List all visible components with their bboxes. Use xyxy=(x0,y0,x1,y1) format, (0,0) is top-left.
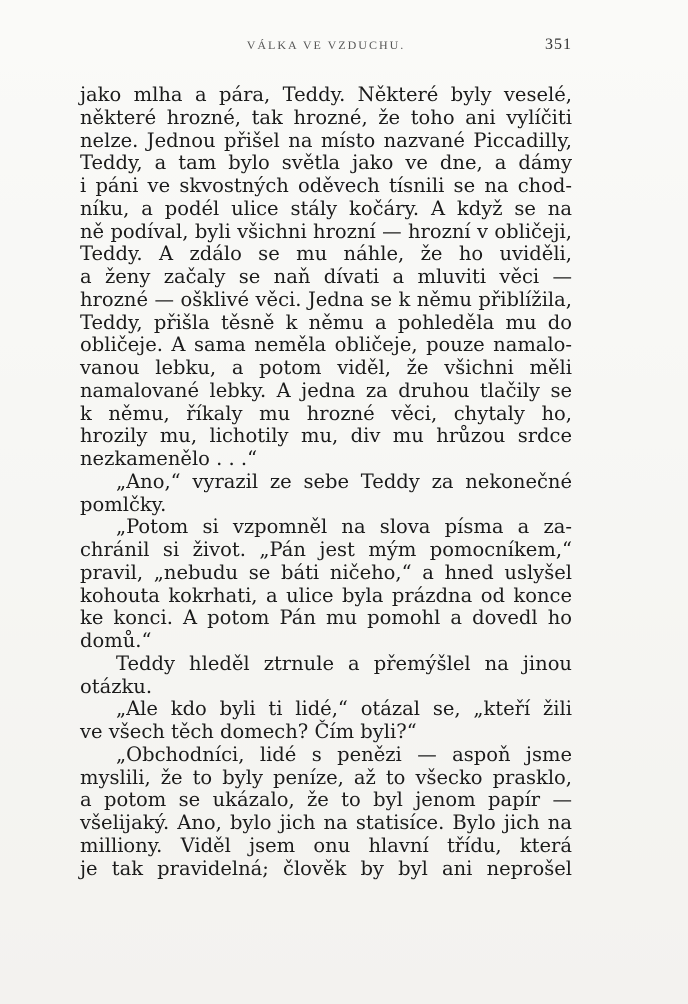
text-line: Teddy, přišla těsně k němu a pohleděla mu do xyxy=(80,310,572,334)
text-line: Teddy. A zdálo se mu náhle, že ho uviděli, xyxy=(80,242,572,266)
text-line: chránil si život. „Pán jest mým pomocníkem,“ xyxy=(80,538,572,561)
text-line: i páni ve skvostných oděvech tísnili se na chod- xyxy=(80,174,572,197)
text-line: k němu, říkaly mu hrozné věci, chytaly ho, xyxy=(80,401,572,425)
running-header xyxy=(80,36,572,58)
text-line: ke konci. A potom Pán mu pomohl a dovedl ho xyxy=(80,606,572,630)
text-line: milliony. Viděl jsem onu hlavní třídu, která xyxy=(80,833,572,857)
text-line: namalované lebky. A jedna za druhou tlačily se xyxy=(80,378,572,402)
text-line: vanou lebku, a potom viděl, že všichni měli xyxy=(80,356,572,379)
text-line: myslili, že to byly peníze, až to všecko prasklo, xyxy=(80,765,572,789)
text-line: domů.“ xyxy=(80,629,152,652)
text-line: „Ano,“ vyrazil ze sebe Teddy za nekonečné xyxy=(116,469,572,493)
text-line: všelijaký. Ano, bylo jich na statisíce. Bylo jich na xyxy=(80,811,572,834)
text-line: nelze. Jednou přišel na místo nazvané Piccadilly, xyxy=(80,128,572,152)
text-line: otázku. xyxy=(80,674,153,698)
text-line: „Obchodníci, lidé s penězi — aspoň jsme xyxy=(116,742,572,766)
text-line: jako mlha a pára, Teddy. Některé byly veselé, xyxy=(80,83,572,106)
text-line: některé hrozné, tak hrozné, že toho ani vylíčiti xyxy=(80,105,572,129)
text-line: hrozily mu, lichotily mu, div mu hrůzou srdce xyxy=(80,424,572,448)
text-line: „Potom si vzpomněl na slova písma a za- xyxy=(116,515,572,539)
text-line: a potom se ukázalo, že to byl jenom papír — xyxy=(80,788,572,812)
text-line: ve všech těch domech? Čím byli?“ xyxy=(80,720,417,743)
text-line: pomlčky. xyxy=(80,492,167,516)
text-line: ně podíval, byli všichni hrozní — hrozní v obličeji, xyxy=(80,219,572,243)
text-line: hrozné — ošklivé věci. Jedna se k němu přiblížila, xyxy=(80,287,572,311)
text-line: Teddy hleděl ztrnule a přemýšlel na jinou xyxy=(116,651,572,675)
running-title: VÁLKA VE VZDUCHU. xyxy=(246,38,406,52)
page-number: 351 xyxy=(545,36,572,53)
text-line: nezkamenělo . . .“ xyxy=(80,447,258,470)
text-line: pravil, „nebudu se báti ničeho,“ a hned uslyšel xyxy=(80,560,572,584)
text-line: obličeje. A sama neměla obličeje, pouze namalo- xyxy=(80,333,572,357)
text-line: „Ale kdo byli ti lidé,“ otázal se, „kteří žili xyxy=(116,697,572,721)
text-line: a ženy začaly se naň dívati a mluviti věci — xyxy=(80,265,572,288)
text-line: Teddy, a tam bylo světla jako ve dne, a dámy xyxy=(80,151,572,175)
text-line: kohouta kokrhati, a ulice byla prázdna od konce xyxy=(80,583,572,607)
text-line: je tak pravidelná; člověk by byl ani neprošel xyxy=(80,856,572,880)
body-text xyxy=(80,84,572,880)
text-line: níku, a podél ulice stály kočáry. A když se na xyxy=(80,196,572,220)
